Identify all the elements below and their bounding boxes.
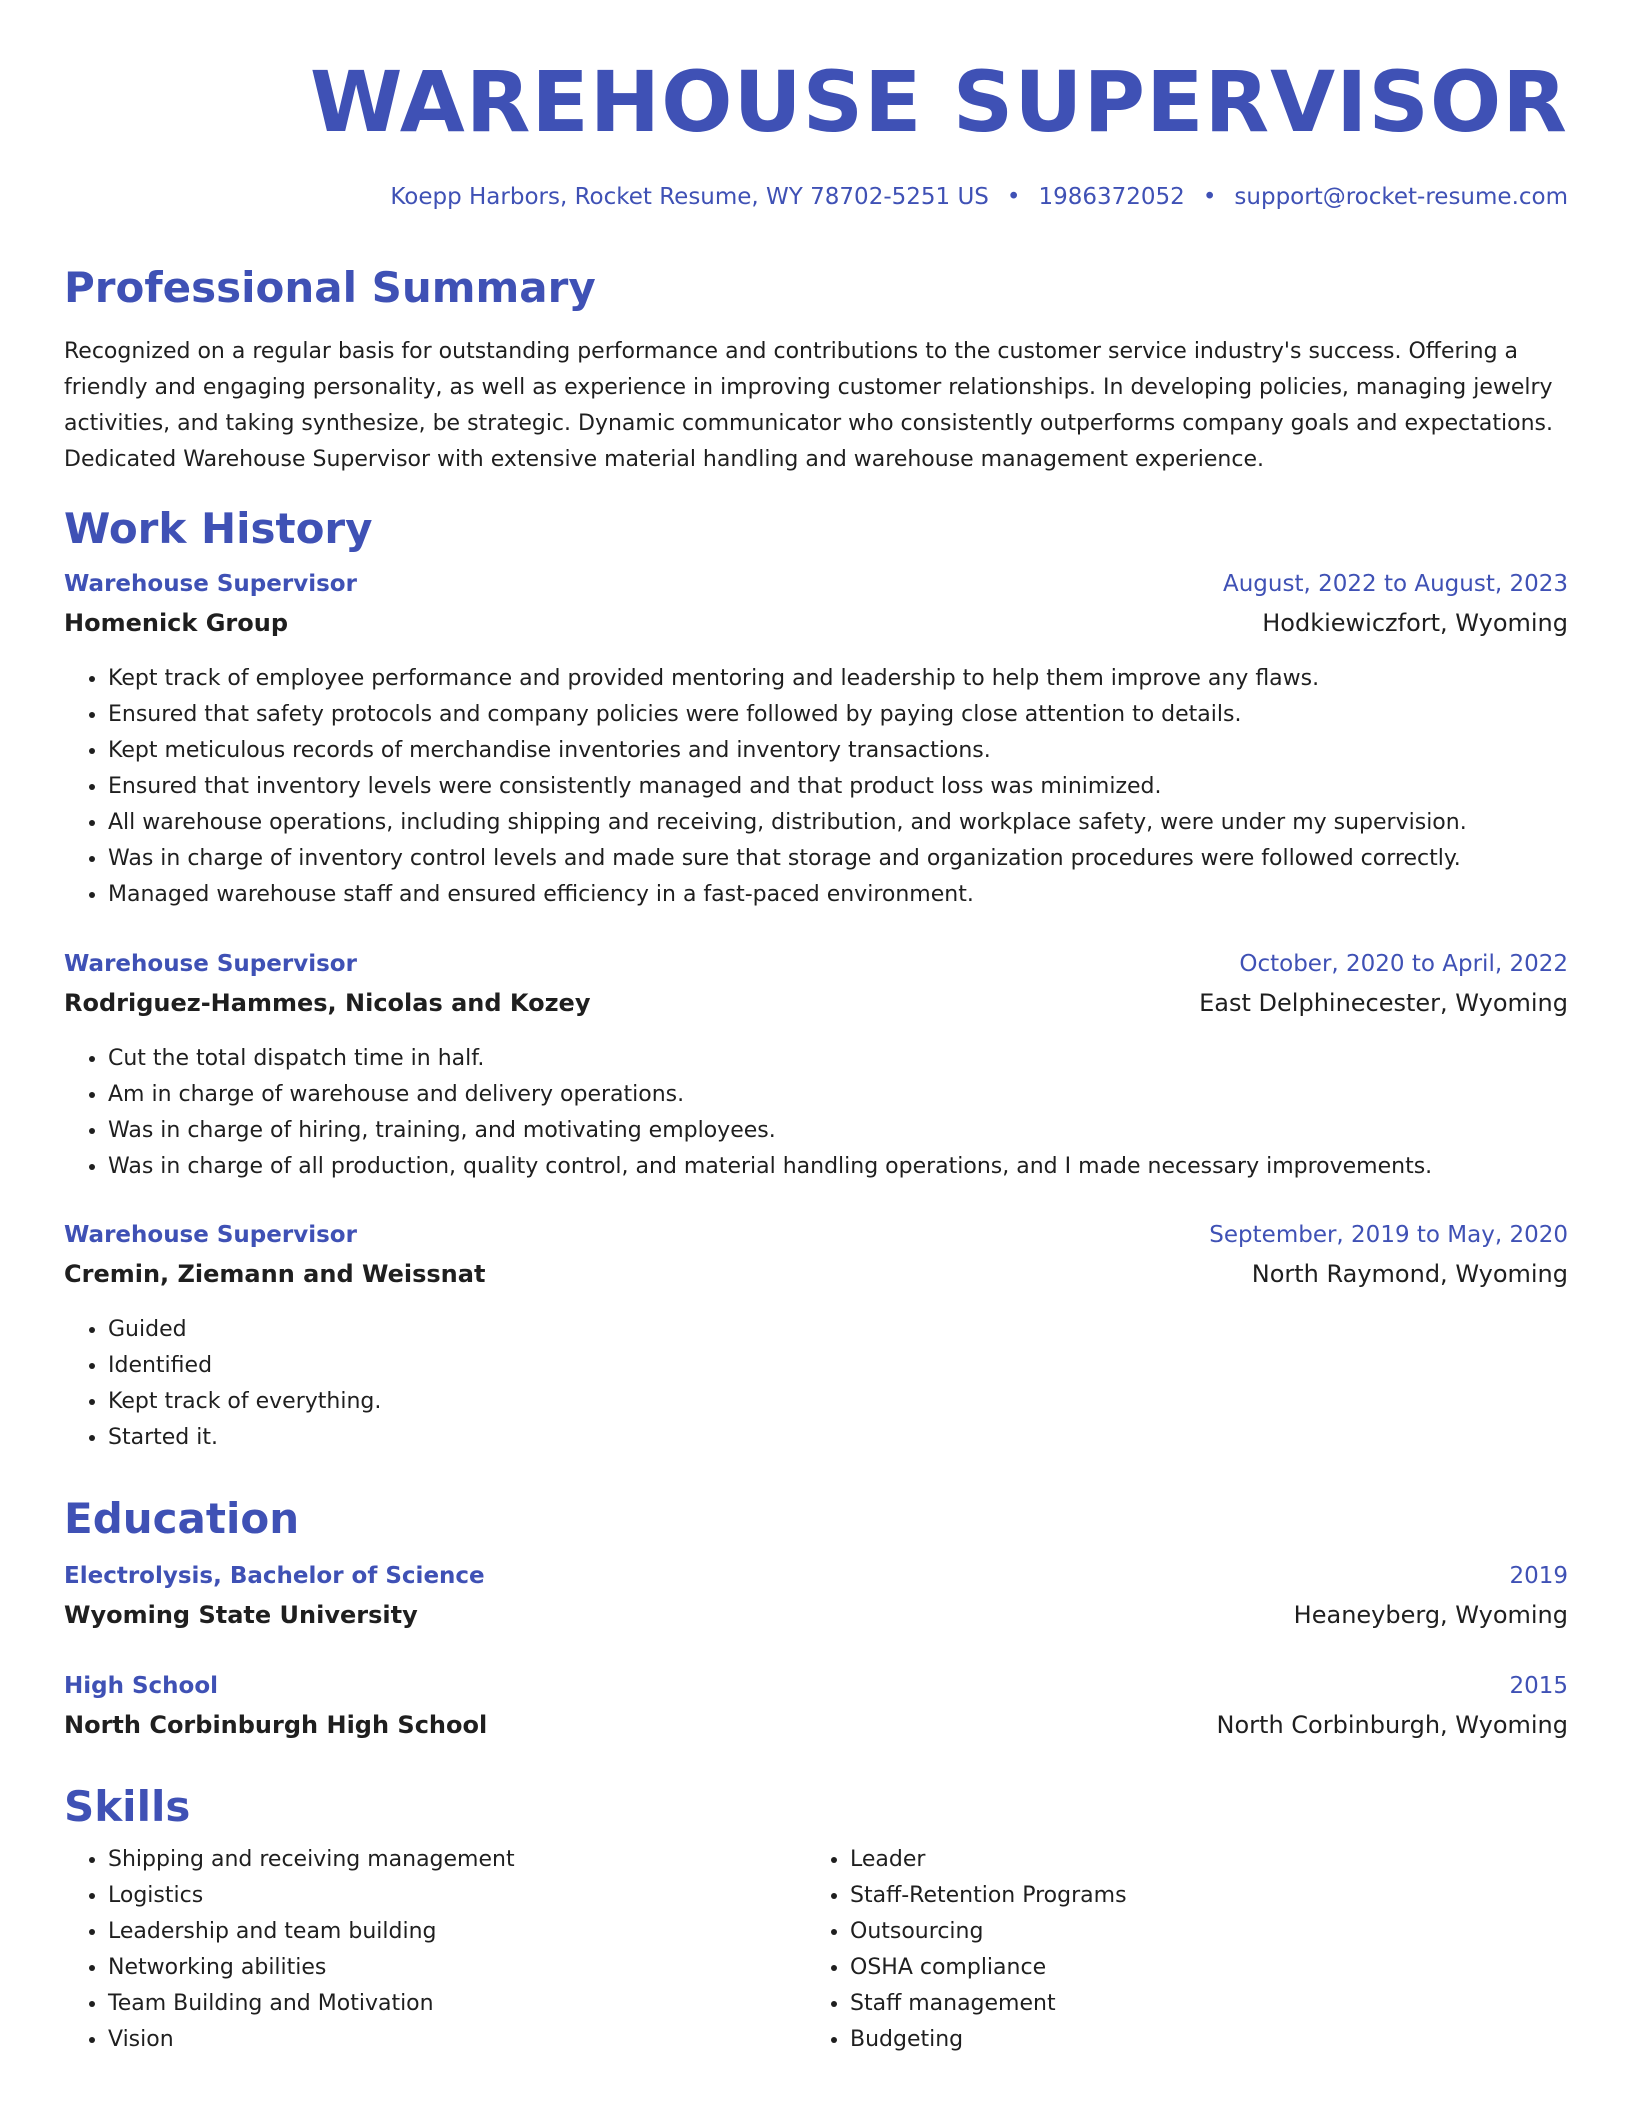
contact-separator: • [1006,184,1021,210]
skill-item: • OSHA compliance [850,1950,1127,1986]
candidate-name: WAREHOUSE SUPERVISOR [309,53,1568,151]
skills-heading: Skills [64,1782,191,1831]
skill-item: • Shipping and receiving management [108,1842,515,1878]
job-title: Warehouse Supervisor [64,571,357,597]
education-school: North Corbinburgh High School [64,1711,488,1739]
education-entry [64,1673,1568,1749]
job-dates: September, 2019 to May, 2020 [1209,1222,1568,1248]
skill-item: • Team Building and Motivation [108,1986,515,2022]
education-degree: High School [64,1673,219,1699]
job-entry [64,1222,1568,1456]
contact-address: Koepp Harbors, Rocket Resume, WY 78702-5251 US [390,184,989,210]
job-bullet: • Kept track of employee performance and provided mentoring and leadership to help them improve any flaws. [108,661,1568,697]
job-company: Homenick Group [64,609,289,637]
job-bullet: • Started it. [108,1420,1568,1456]
skill-item: • Outsourcing [850,1914,1127,1950]
skills-column-left [64,1842,515,2058]
skill-item: • Budgeting [850,2022,1127,2058]
education-year: 2015 [1509,1673,1568,1699]
job-bullet: • Kept meticulous records of merchandise inventories and inventory transactions. [108,733,1568,769]
job-bullets [64,661,1568,913]
contact-line [64,182,1568,212]
skill-item: • Networking abilities [108,1950,515,1986]
education-entry [64,1563,1568,1639]
job-bullet: • Identified [108,1348,1568,1384]
job-bullet: • Ensured that inventory levels were consistently managed and that product loss was minimized. [108,769,1568,805]
education-heading: Education [64,1494,300,1543]
skill-item: • Leadership and team building [108,1914,515,1950]
job-bullet: • All warehouse operations, including shipping and receiving, distribution, and workplace safety, were under my supervision. [108,805,1568,841]
contact-separator: • [1202,184,1217,210]
job-company: Rodriguez-Hammes, Nicolas and Kozey [64,989,591,1017]
work-history-heading: Work History [64,504,373,553]
job-bullet: • Cut the total dispatch time in half. [108,1041,1568,1077]
contact-email[interactable]: support@rocket-resume.com [1234,184,1568,210]
job-location: East Delphinecester, Wyoming [1199,989,1568,1017]
job-entry [64,571,1568,913]
job-location: Hodkiewiczfort, Wyoming [1262,609,1568,637]
education-school: Wyoming State University [64,1601,418,1629]
job-entry [64,951,1568,1185]
summary-text: Recognized on a regular basis for outstanding performance and contributions to the customer service industry's success. Offering a friendly and engaging personality, as well as experience in improving customer relationships. In developing policies, managing jewelry activities, and taking synthesize, be strategic. Dynamic communicator who consistently outperforms company goals and expectations. Dedicated Warehouse Supervisor with extensive material handling and warehouse management experience. [64,339,1553,472]
job-bullet: • Was in charge of inventory control levels and made sure that storage and organization procedures were followed correctly. [108,841,1568,877]
job-bullet: • Am in charge of warehouse and delivery operations. [108,1077,1568,1113]
skill-item: • Vision [108,2022,515,2058]
job-bullet: • Ensured that safety protocols and company policies were followed by paying close attention to details. [108,697,1568,733]
job-bullets [64,1312,1568,1456]
skill-item: • Logistics [108,1878,515,1914]
skill-item: • Staff-Retention Programs [850,1878,1127,1914]
job-bullet: • Was in charge of hiring, training, and motivating employees. [108,1113,1568,1149]
job-dates: August, 2022 to August, 2023 [1223,571,1568,597]
education-degree: Electrolysis, Bachelor of Science [64,1563,485,1589]
skills-column-right [806,1842,1127,2058]
job-company: Cremin, Ziemann and Weissnat [64,1260,486,1288]
summary-heading: Professional Summary [64,263,596,312]
contact-phone: 1986372052 [1038,184,1185,210]
skill-item: • Leader [850,1842,1127,1878]
job-bullet: • Guided [108,1312,1568,1348]
job-bullet: • Managed warehouse staff and ensured efficiency in a fast-paced environment. [108,877,1568,913]
job-title: Warehouse Supervisor [64,1222,357,1248]
education-location: Heaneyberg, Wyoming [1293,1601,1568,1629]
job-bullets [64,1041,1568,1185]
job-bullet: • Kept track of everything. [108,1384,1568,1420]
skill-item: • Staff management [850,1986,1127,2022]
education-year: 2019 [1509,1563,1568,1589]
job-title: Warehouse Supervisor [64,951,357,977]
job-location: North Raymond, Wyoming [1251,1260,1568,1288]
job-dates: October, 2020 to April, 2022 [1239,951,1568,977]
job-bullet: • Was in charge of all production, quality control, and material handling operations, and I made necessary improvements. [108,1149,1568,1185]
education-location: North Corbinburgh, Wyoming [1216,1711,1568,1739]
resume-page [64,0,1568,2052]
